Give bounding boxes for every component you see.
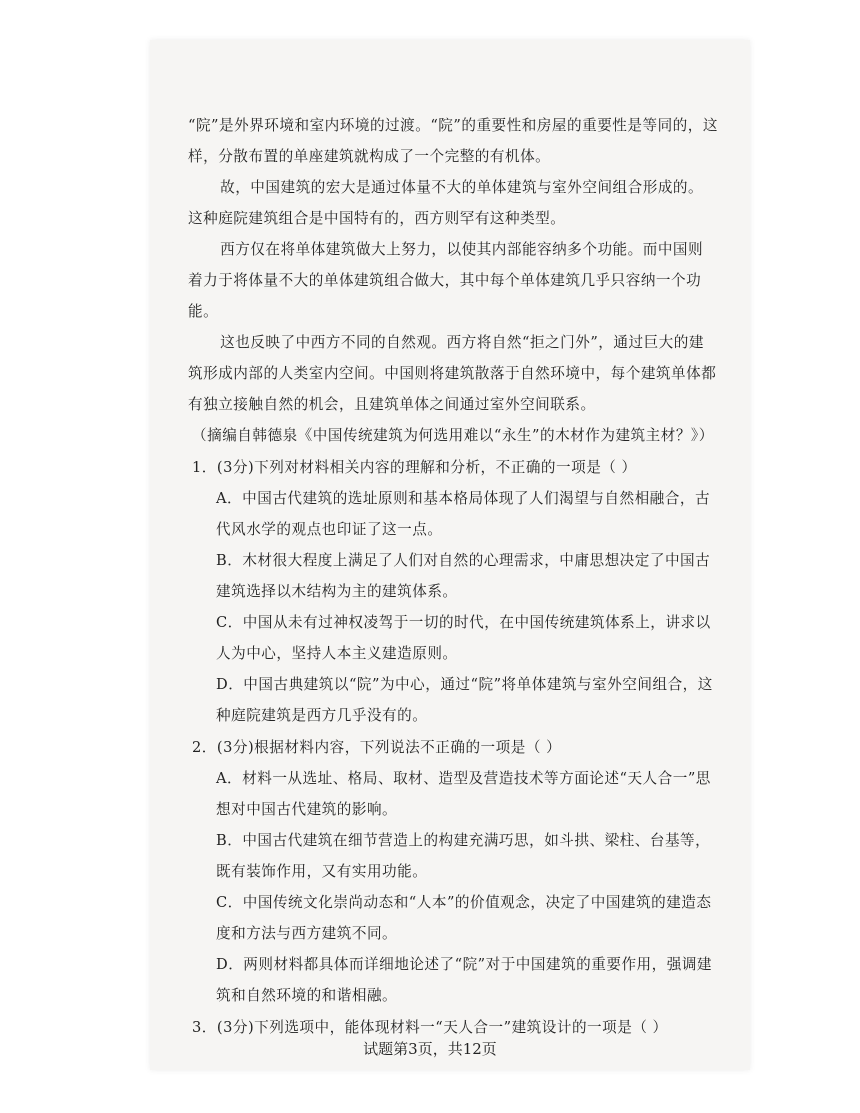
passage-paragraph: 这也反映了中西方不同的自然观。西方将自然“拒之门外”，通过巨大的建筑形成内部的人类室内空间。中国则将建筑散落于自然环境中，每个建筑单体都有独立接触自然的机会，且建筑单体之间通过室外空间联系。: [188, 334, 717, 413]
question-3-stem: 3．(3分)下列选项中，能体现材料一“天人合一”建筑设计的一项是（ ）: [192, 1019, 668, 1036]
question-1-stem: 1．(3分)下列对材料相关内容的理解和分析，不正确的一项是（ ）: [192, 459, 637, 476]
question-1-option-a[interactable]: A．中国古代建筑的选址原则和基本格局体现了人们渴望与自然相融合，古代风水学的观点也印证了这一点。: [216, 490, 711, 538]
question-1-option-b[interactable]: B．木材很大程度上满足了人们对自然的心理需求，中庸思想决定了中国古建筑选择以木结构为主的建筑体系。: [216, 552, 711, 600]
passage-paragraph: 西方仅在将单体建筑做大上努力，以使其内部能容纳多个功能。而中国则着力于将体量不大的单体建筑组合做大，其中每个单体建筑几乎只容纳一个功能。: [188, 241, 704, 320]
question-2-option-a[interactable]: A．材料一从选址、格局、取材、造型及营造技术等方面论述“天人合一”思想对中国古代建筑的影响。: [216, 770, 711, 818]
source-citation: （摘编自韩德泉《中国传统建筑为何选用难以“永生”的木材作为建筑主材？》）: [192, 427, 714, 444]
question-2-option-c[interactable]: C．中国传统文化崇尚动态和“人本”的价值观念，决定了中国建筑的建造态度和方法与西方建筑不同。: [216, 894, 712, 942]
question-1-option-c[interactable]: C．中国从未有过神权凌驾于一切的时代，在中国传统建筑体系上，讲求以人为中心，坚持人本主义建造原则。: [216, 614, 711, 662]
question-2-stem: 2．(3分)根据材料内容，下列说法不正确的一项是（ ）: [192, 739, 562, 756]
question-2-option-d[interactable]: D．两则材料都具体而详细地论述了“院”对于中国建筑的重要作用，强调建筑和自然环境的和谐相融。: [216, 956, 713, 1004]
passage-paragraph: 故，中国建筑的宏大是通过体量不大的单体建筑与室外空间组合形成的。这种庭院建筑组合是中国特有的，西方则罕有这种类型。: [188, 179, 704, 227]
question-1-option-d[interactable]: D．中国古典建筑以“院”为中心，通过“院”将单体建筑与室外空间组合，这种庭院建筑是西方几乎没有的。: [216, 676, 713, 724]
page-content: [188, 110, 718, 1043]
passage-paragraph: “院”是外界环境和室内环境的过渡。“院”的重要性和房屋的重要性是等同的，这样，分散布置的单座建筑就构成了一个完整的有机体。: [188, 117, 718, 165]
question-2-option-b[interactable]: B．中国古代建筑在细节营造上的构建充满巧思，如斗拱、梁柱、台基等，既有装饰作用，又有实用功能。: [216, 832, 711, 880]
page-footer: 试题第3页，共12页: [363, 1040, 497, 1058]
